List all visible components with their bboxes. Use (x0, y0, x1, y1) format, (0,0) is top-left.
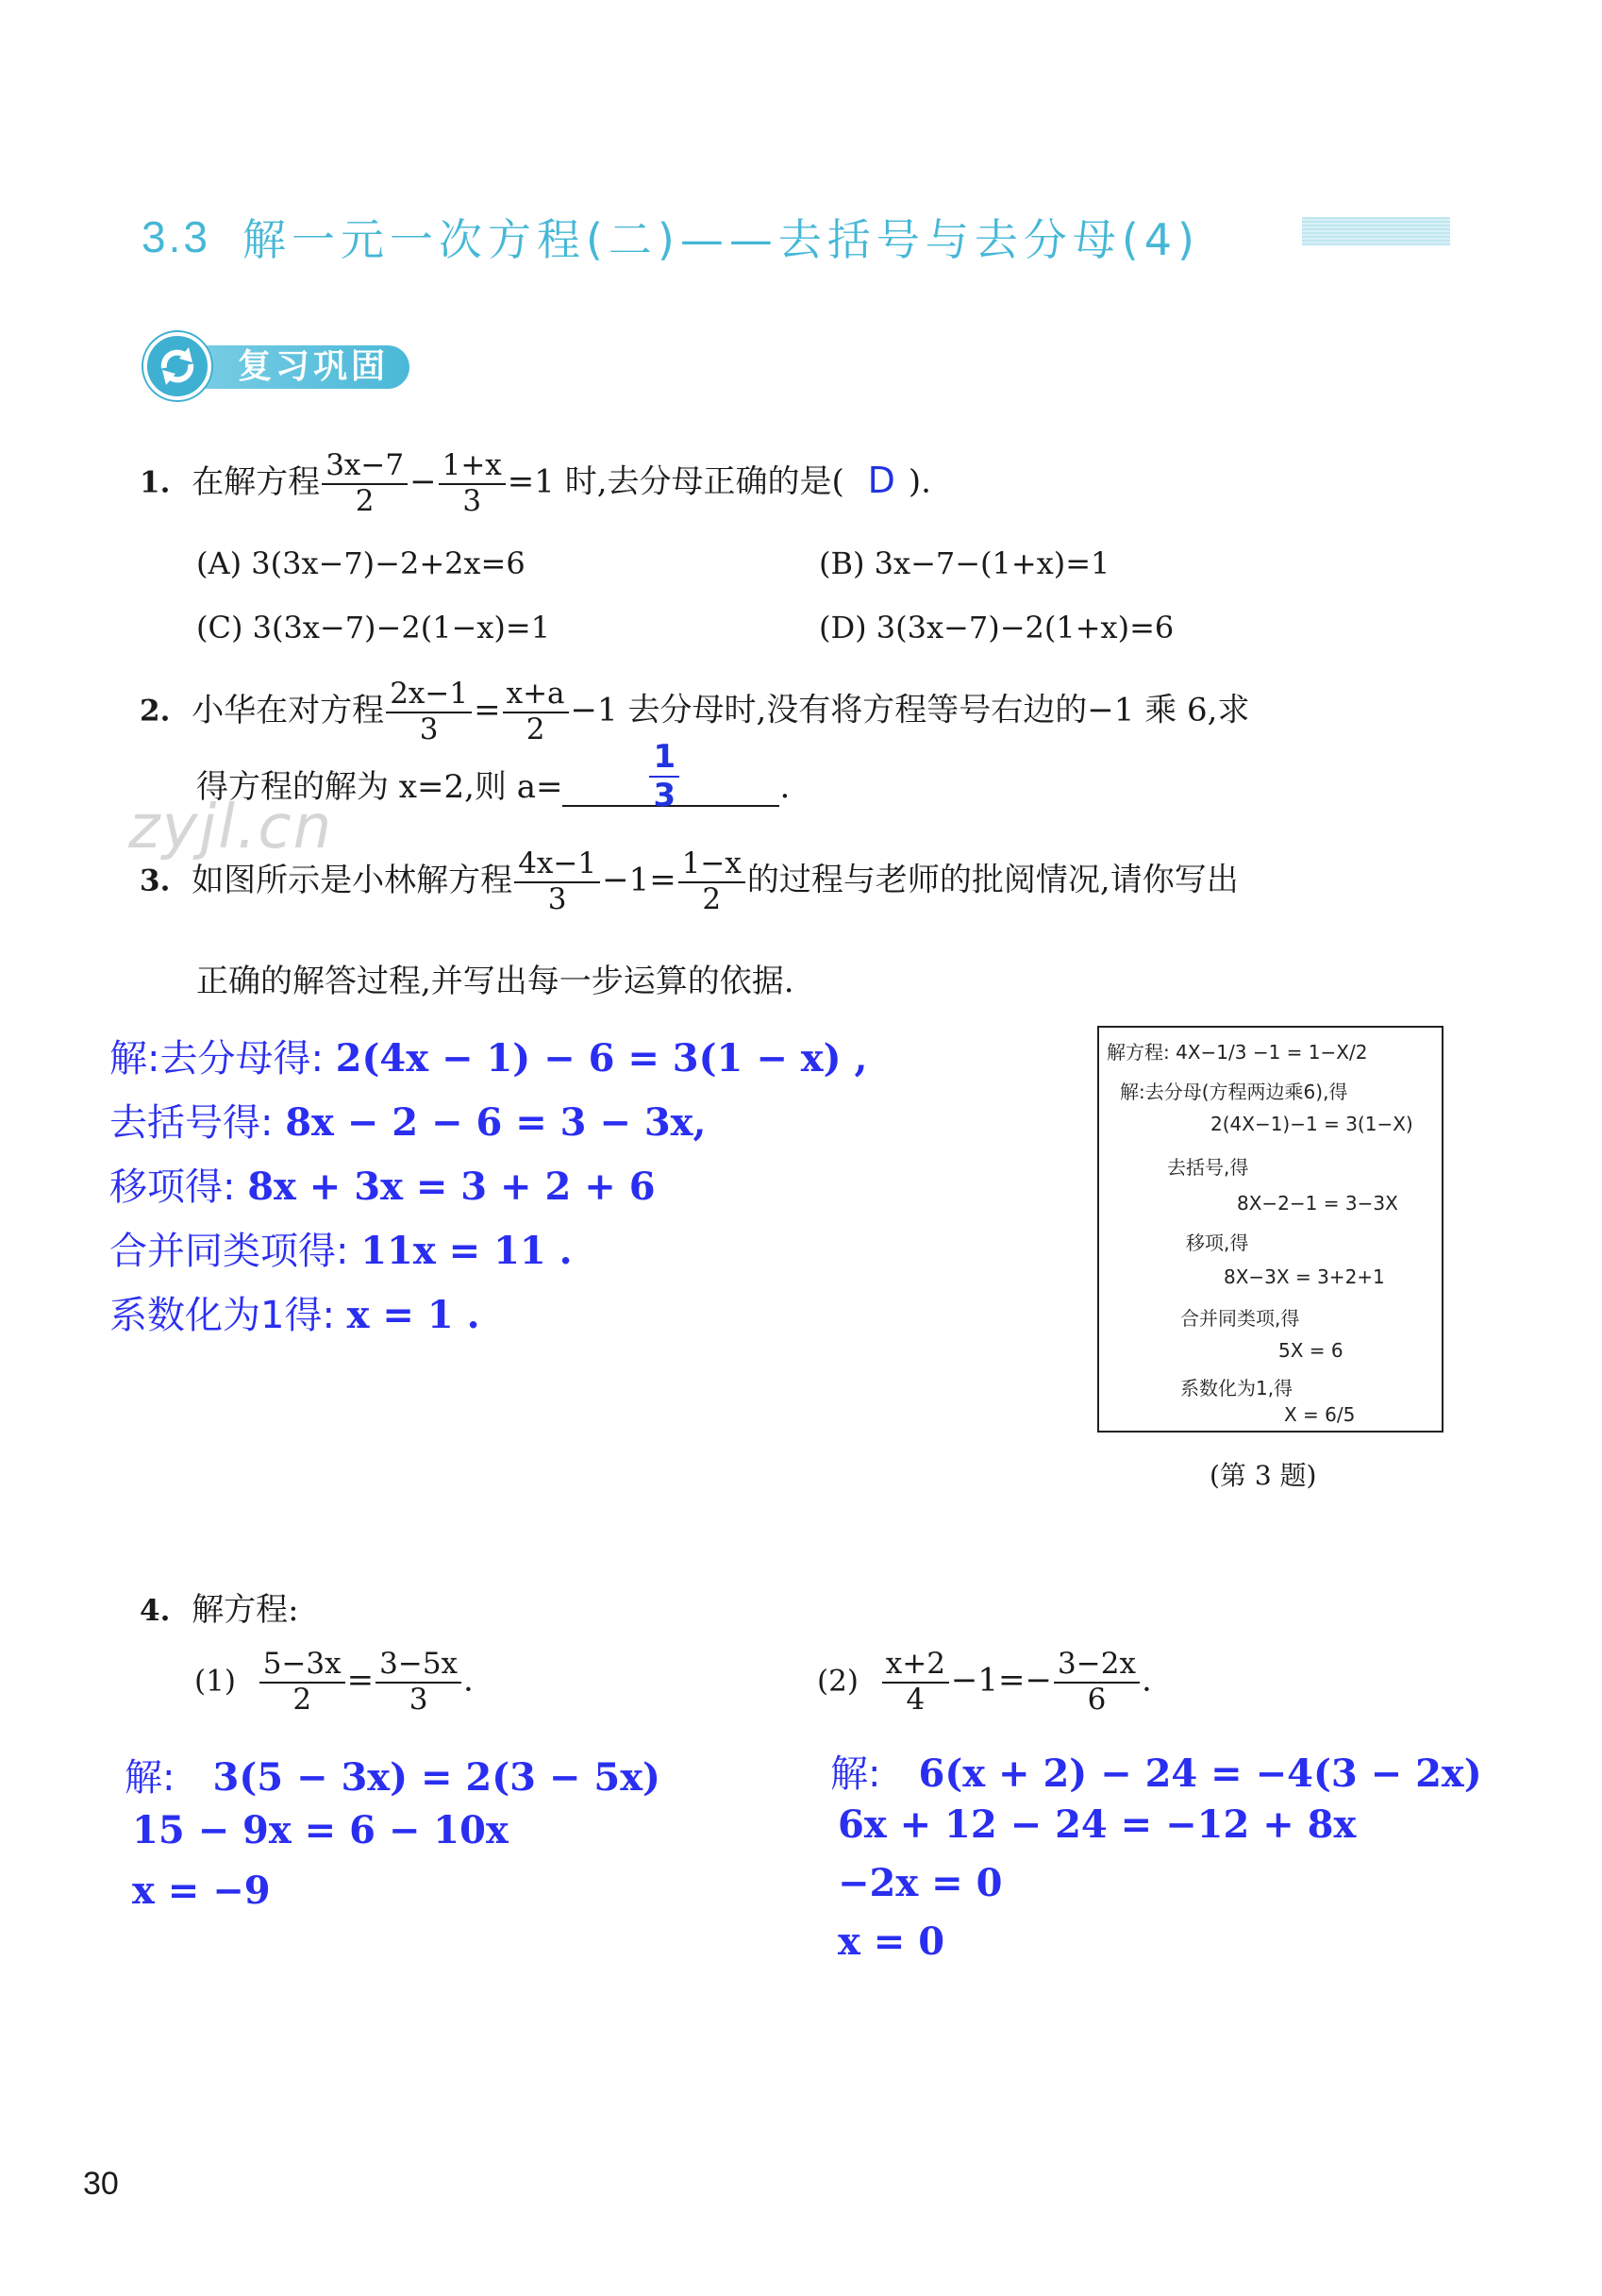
fraction (514, 847, 600, 916)
denominator: 6 (1087, 1682, 1107, 1717)
step-math: x = 1 . (346, 1293, 480, 1337)
figure-line: 2(4X−1)−1 = 3(1−X) (1210, 1113, 1413, 1135)
figure-line: 移项,得 (1186, 1232, 1249, 1254)
operator: = (346, 1661, 375, 1700)
q3-solution-step-2 (109, 1093, 706, 1147)
question-4 (140, 1584, 299, 1630)
question-text: =1 时,去分母正确的是( (507, 462, 844, 501)
step-math: 2(4x − 1) − 6 = 3(1 − x) , (335, 1036, 868, 1081)
option-a: (A) 3(3x−7)−2+2x=6 (196, 545, 526, 581)
fraction (259, 1648, 345, 1717)
page-number: 30 (83, 2166, 119, 2202)
operator: −1= (602, 861, 676, 899)
operator: − (409, 462, 437, 501)
q4p1-solution-line-3: x = −9 (132, 1869, 271, 1913)
numerator: 1 (649, 739, 679, 778)
denominator: 3 (653, 777, 676, 815)
section-number: 3.3 (142, 212, 210, 261)
numerator: 4x−1 (514, 847, 600, 883)
denominator: 2 (702, 881, 722, 916)
q3-solution-step-5 (109, 1285, 480, 1339)
question-text: ). (908, 462, 931, 501)
q4p2-solution-line-1 (830, 1744, 1482, 1798)
part-label: (1) (194, 1664, 236, 1699)
q4p2-solution-line-3: −2x = 0 (838, 1861, 1003, 1905)
question-text: 得方程的解为 x=2,则 a= (196, 768, 563, 806)
question-number: 2. (140, 694, 171, 729)
numerator: 5−3x (259, 1648, 345, 1684)
step-label: 合并同类项得: (109, 1230, 349, 1273)
figure-line: 合并同类项,得 (1180, 1307, 1300, 1330)
review-badge (143, 332, 417, 400)
operator: −1=− (950, 1661, 1053, 1700)
numerator: 3−5x (375, 1648, 461, 1684)
q3-solution-step-3 (109, 1157, 656, 1211)
badge-label: 复习巩固 (238, 347, 390, 386)
numerator: 1−x (678, 847, 745, 883)
denominator: 3 (462, 483, 482, 518)
question-text: . (779, 768, 791, 806)
question-number: 1. (140, 465, 171, 500)
fraction (375, 1648, 461, 1717)
figure-line: 解方程: 4X−1/3 −1 = 1−X/2 (1107, 1041, 1368, 1064)
fraction (1054, 1648, 1140, 1717)
step-math: 6(x + 2) − 24 = −4(3 − 2x) (918, 1751, 1482, 1796)
answer-blank (562, 738, 779, 815)
figure-line: 解:去分母(方程两边乘6),得 (1120, 1081, 1348, 1103)
figure-line: 8X−3X = 3+2+1 (1224, 1265, 1385, 1288)
badge-icon (143, 332, 211, 400)
step-label: 解:去分母得: (109, 1037, 324, 1081)
fraction (386, 678, 472, 746)
question-text: −1 去分母时,没有将方程等号右边的−1 乘 6,求 (570, 691, 1250, 729)
question-2 (140, 678, 1249, 746)
section-title (142, 206, 1200, 272)
q3-solution-step-4 (109, 1221, 573, 1275)
step-label: 去括号得: (109, 1101, 274, 1145)
denominator: 2 (526, 712, 545, 746)
part-label: (2) (817, 1664, 859, 1699)
question-text: . (463, 1661, 474, 1700)
fraction (503, 678, 569, 746)
figure-caption: (第 3 题) (1210, 1460, 1317, 1491)
question-3-line-2: 正确的解答过程,并写出每一步运算的依据. (196, 963, 794, 1000)
question-text: 小华在对方程 (192, 691, 385, 729)
answer-fraction (649, 739, 679, 814)
q4p2-solution-line-2: 6x + 12 − 24 = −12 + 8x (838, 1802, 1357, 1847)
fraction (882, 1648, 949, 1717)
denominator: 2 (292, 1682, 312, 1717)
step-math: 3(5 − 3x) = 2(3 − 5x) (212, 1755, 660, 1800)
numerator: 3x−7 (322, 449, 408, 485)
question-3 (140, 847, 1239, 916)
step-math: 8x − 2 − 6 = 3 − 3x, (285, 1100, 707, 1145)
figure-line: 5X = 6 (1278, 1339, 1343, 1362)
q4p1-solution-line-1 (125, 1748, 660, 1802)
figure-line: X = 6/5 (1284, 1403, 1356, 1426)
option-c: (C) 3(3x−7)−2(1−x)=1 (196, 610, 551, 645)
denominator: 3 (409, 1682, 428, 1717)
figure-line: 8X−2−1 = 3−3X (1237, 1192, 1398, 1215)
question-text: 在解方程 (192, 462, 321, 501)
section-title-text: 解一元一次方程(二)——去括号与去分母(4) (242, 214, 1201, 265)
watermark: zyjl.cn (128, 793, 334, 863)
denominator: 3 (547, 881, 567, 916)
title-decoration-bar (1302, 217, 1450, 245)
question-4-part-2 (817, 1648, 1152, 1717)
question-4-part-1 (194, 1648, 474, 1717)
denominator: 2 (355, 483, 375, 518)
answer-choice: D (867, 459, 895, 501)
question-text: . (1141, 1661, 1152, 1700)
option-d: (D) 3(3x−7)−2(1+x)=6 (819, 610, 1175, 645)
q4p2-solution-line-4: x = 0 (838, 1919, 945, 1964)
fraction (322, 449, 408, 518)
question-number: 4. (140, 1594, 171, 1628)
numerator: x+2 (882, 1648, 949, 1684)
numerator: 2x−1 (386, 678, 472, 713)
figure-line: 去括号,得 (1167, 1156, 1249, 1179)
question-text: 解方程: (192, 1591, 299, 1629)
numerator: 1+x (439, 449, 506, 485)
fraction (439, 449, 506, 518)
step-label: 系数化为1得: (109, 1294, 335, 1337)
q3-solution-step-1 (109, 1029, 867, 1082)
question-1 (140, 449, 931, 518)
fraction (678, 847, 745, 916)
step-math: 8x + 3x = 3 + 2 + 6 (247, 1165, 656, 1209)
step-label: 移项得: (109, 1165, 236, 1209)
question-text: 的过程与老师的批阅情况,请你写出 (746, 861, 1239, 899)
numerator: x+a (503, 678, 569, 713)
operator: = (474, 691, 501, 729)
step-math: 11x = 11 . (360, 1229, 573, 1273)
q4p1-solution-line-2: 15 − 9x = 6 − 10x (132, 1808, 509, 1852)
question-text: 如图所示是小林解方程 (192, 861, 513, 899)
question-number: 3. (140, 863, 171, 898)
step-label: 解: (125, 1756, 175, 1800)
figure-line: 系数化为1,得 (1180, 1377, 1293, 1399)
denominator: 4 (906, 1682, 926, 1717)
refresh-arrows-icon (147, 336, 208, 396)
handwritten-figure (1097, 1026, 1443, 1433)
denominator: 3 (419, 712, 439, 746)
step-label: 解: (830, 1752, 881, 1796)
option-b: (B) 3x−7−(1+x)=1 (819, 545, 1110, 581)
numerator: 3−2x (1054, 1648, 1140, 1684)
